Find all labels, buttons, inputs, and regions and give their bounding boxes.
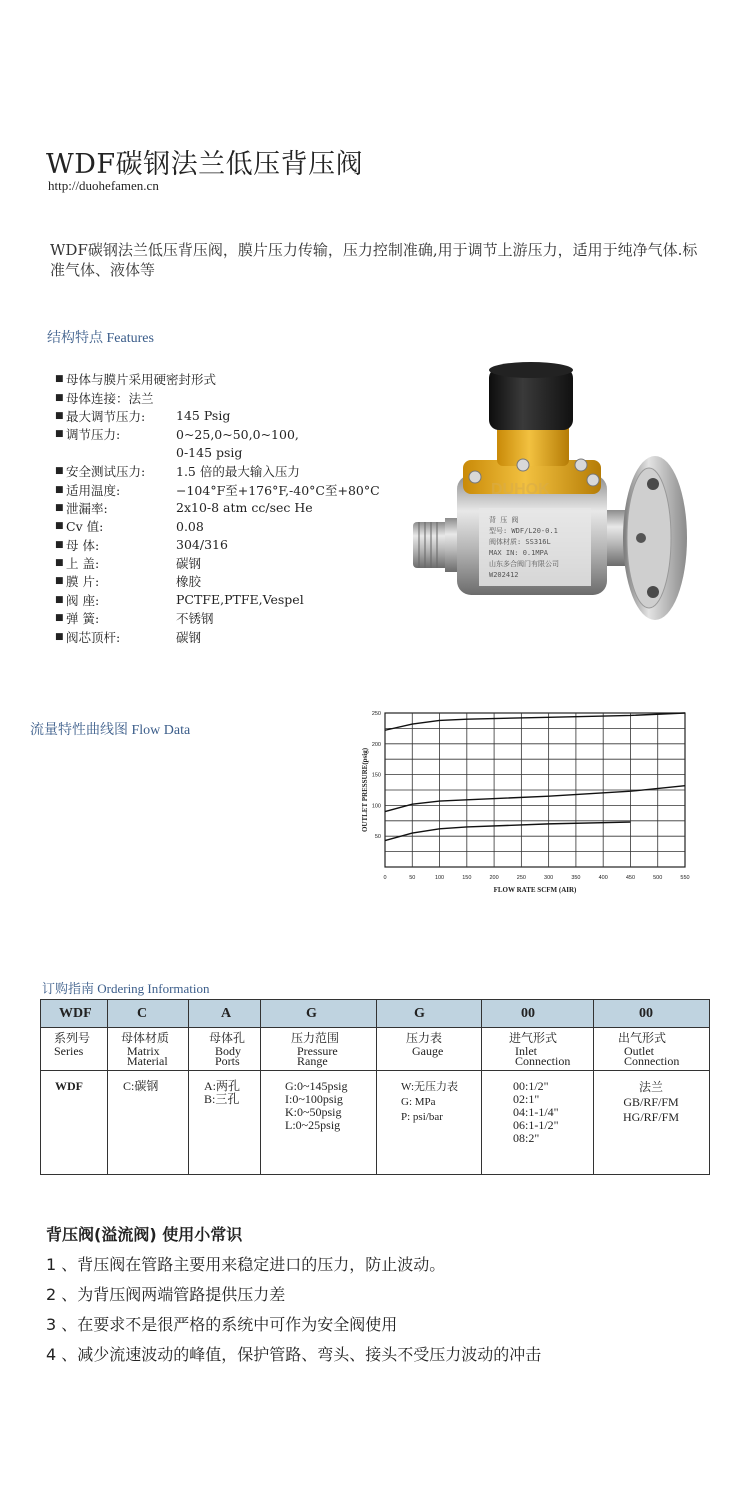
option-value: L:0~25psig	[285, 1118, 341, 1132]
column-label-zh: 压力范围	[291, 1031, 340, 1045]
column-label-en: Series	[54, 1044, 84, 1058]
bullet-icon: ■	[55, 613, 64, 624]
flow-heading: 流量特性曲线图 Flow Data	[30, 723, 191, 738]
x-tick-label: 250	[516, 875, 526, 881]
feature-label: 膜 片:	[66, 574, 100, 590]
feature-value: 碳钢	[176, 629, 202, 645]
flow-curve-2	[385, 786, 685, 812]
feature-label: 母 体:	[66, 537, 100, 553]
feature-item	[55, 425, 395, 443]
y-tick-label: 200	[371, 741, 381, 748]
option-value: A:两孔	[204, 1079, 241, 1093]
feature-item	[55, 370, 395, 388]
usage-tips	[46, 1225, 541, 1375]
feature-item	[55, 591, 395, 609]
option-value: 02:1"	[513, 1092, 540, 1106]
column-label	[54, 1032, 90, 1056]
column-label	[618, 1032, 679, 1066]
option-value: WDF	[55, 1079, 83, 1093]
feature-item	[55, 480, 395, 498]
feature-label: 母体与膜片采用硬密封形式	[66, 372, 217, 388]
feature-label: 调节压力:	[66, 427, 121, 443]
feature-item	[55, 499, 395, 517]
feature-item	[55, 536, 395, 554]
column-values	[513, 1080, 559, 1145]
features-heading: 结构特点 Features	[47, 331, 154, 346]
feature-label: 阀芯顶杆:	[66, 629, 121, 645]
x-tick-label: 550	[680, 875, 690, 881]
bullet-icon: ■	[55, 392, 64, 403]
column-label-zh: 压力表	[406, 1031, 443, 1045]
tip-item-3: 3 、在要求不是很严格的系统中可作为安全阀使用	[46, 1315, 398, 1334]
column-label-zh: 系列号	[54, 1031, 91, 1045]
bullet-icon: ■	[55, 594, 64, 605]
option-value: GB/RF/FM	[623, 1095, 679, 1109]
flow-curve-1	[385, 713, 685, 730]
feature-item	[55, 388, 395, 406]
y-tick-label: 150	[371, 772, 381, 779]
option-value: B:三孔	[204, 1092, 240, 1106]
page-title: WDF碳钢法兰低压背压阀	[46, 149, 364, 180]
bullet-icon: ■	[55, 429, 64, 440]
column-label	[406, 1032, 443, 1056]
column-values	[55, 1080, 83, 1093]
column-label-en: Gauge	[412, 1044, 444, 1058]
nameplate-line: 背 压 阀	[489, 516, 519, 524]
column-label	[209, 1032, 245, 1066]
bullet-icon: ■	[55, 502, 64, 513]
site-url[interactable]: http://duohefamen.cn	[48, 178, 159, 193]
column-code: 00	[639, 1006, 653, 1021]
ordering-heading: 订购指南 Ordering Information	[42, 981, 210, 996]
feature-value: 0-145 psig	[176, 445, 243, 461]
column-code: A	[221, 1006, 232, 1021]
feature-value: 304/316	[176, 537, 228, 553]
option-value: G:0~145psig	[285, 1079, 348, 1093]
bullet-icon: ■	[55, 484, 64, 495]
feature-item	[55, 517, 395, 535]
x-axis-label: FLOW RATE SCFM (AIR)	[493, 886, 577, 894]
flow-chart	[355, 705, 695, 900]
column-label	[509, 1032, 570, 1066]
x-tick-label: 350	[571, 875, 581, 881]
option-value: 06:1-1/2"	[513, 1118, 559, 1132]
feature-item	[55, 407, 395, 425]
bullet-icon: ■	[55, 410, 64, 421]
x-tick-label: 500	[653, 875, 663, 881]
x-tick-label: 0	[383, 875, 387, 881]
option-value: I:0~100psig	[285, 1092, 343, 1106]
bullet-icon: ■	[55, 521, 64, 532]
feature-value: 0~25,0~50,0~100,	[176, 426, 299, 442]
column-values	[204, 1080, 240, 1106]
feature-label: 阀 座:	[66, 592, 100, 608]
column-label	[121, 1032, 169, 1066]
column-code: G	[414, 1006, 425, 1021]
feature-value: 145 Psig	[176, 408, 231, 424]
feature-value: 1.5 倍的最大输入压力	[176, 464, 300, 480]
feature-value: 橡胶	[176, 574, 202, 590]
tip-item-2: 2 、为背压阀两端管路提供压力差	[46, 1285, 286, 1304]
column-label-zh: 母体孔	[209, 1031, 246, 1045]
product-intro: WDF碳钢法兰低压背压阀，膜片压力传输，压力控制准确,用于调节上游压力，适用于纯净气体.标准气体、液体等	[50, 241, 698, 279]
option-value: W:无压力表	[401, 1081, 459, 1093]
nameplate-line: MAX IN: 0.1MPA	[489, 549, 549, 557]
column-label-en: Body Ports	[215, 1044, 242, 1068]
feature-label: 弹 簧:	[66, 611, 100, 627]
option-value: 00:1/2"	[513, 1079, 549, 1093]
column-label-zh: 进气形式	[509, 1031, 558, 1045]
feature-item	[55, 554, 395, 572]
bullet-icon: ■	[55, 539, 64, 550]
feature-item	[55, 627, 395, 645]
flow-curve-3	[385, 822, 630, 840]
bullet-icon: ■	[55, 374, 64, 385]
feature-value: 0.08	[176, 518, 204, 534]
feature-value: 碳钢	[176, 556, 202, 572]
x-tick-label: 400	[598, 875, 608, 881]
column-code: C	[137, 1006, 148, 1021]
svg-text:DUHOK: DUHOK	[491, 481, 550, 498]
nameplate-line: 阀体材质: SS316L	[489, 538, 551, 546]
bullet-icon: ■	[55, 576, 64, 587]
x-tick-label: 100	[434, 875, 445, 881]
column-label-zh: 出气形式	[618, 1031, 667, 1045]
y-axis-label: OUTLET PRESSURE(psig)	[361, 747, 369, 833]
option-value: 08:2"	[513, 1131, 540, 1145]
y-tick-label: 250	[371, 711, 381, 717]
x-tick-label: 50	[409, 875, 416, 881]
x-tick-label: 200	[489, 875, 499, 881]
ordering-table	[40, 999, 710, 1175]
column-label-en: Matrix Material	[127, 1044, 168, 1068]
feature-label: Cv 值:	[66, 519, 104, 535]
y-tick-label: 100	[371, 803, 381, 810]
bullet-icon: ■	[55, 558, 64, 569]
column-values	[123, 1080, 158, 1093]
valve-product-image	[405, 360, 705, 625]
option-value: G: MPa	[401, 1096, 436, 1108]
column-code: G	[306, 1006, 317, 1021]
feature-value: −104°F至+176°F,-40°C至+80°C	[176, 482, 380, 498]
bullet-icon: ■	[55, 631, 64, 642]
feature-item	[55, 444, 395, 462]
feature-item	[55, 462, 395, 480]
bullet-icon: ■	[55, 466, 64, 477]
column-label-en: Pressure Range	[297, 1044, 338, 1068]
feature-value: 不锈钢	[176, 611, 214, 627]
x-tick-label: 450	[625, 875, 636, 881]
feature-label: 安全测试压力:	[66, 464, 146, 480]
option-value: 04:1-1/4"	[513, 1105, 559, 1119]
feature-label: 母体连接：法兰	[66, 390, 154, 406]
option-value: P: psi/bar	[401, 1111, 443, 1123]
option-value: HG/RF/FM	[622, 1110, 680, 1124]
option-value: K:0~50psig	[285, 1105, 342, 1119]
tip-item-4: 4 、减少流速波动的峰值，保护管路、弯头、接头不受压力波动的冲击	[46, 1345, 542, 1364]
option-value: C:碳钢	[123, 1079, 159, 1093]
nameplate-line: 型号: WDF/L20-0.1	[489, 527, 558, 535]
column-values	[285, 1080, 348, 1132]
x-tick-label: 300	[544, 875, 554, 881]
feature-item	[55, 572, 395, 590]
feature-label: 泄漏率:	[66, 500, 108, 516]
option-value: 法兰	[638, 1080, 663, 1094]
column-values	[401, 1080, 458, 1125]
feature-value: 2x10-8 atm cc/sec He	[176, 500, 313, 516]
column-label	[291, 1032, 339, 1066]
column-code: 00	[521, 1006, 535, 1021]
column-label-en: Outlet Connection	[624, 1044, 680, 1068]
y-tick-label: 50	[374, 834, 381, 841]
feature-label: 最大调节压力:	[66, 408, 146, 424]
column-code: WDF	[59, 1006, 92, 1021]
feature-label: 上 盖:	[66, 556, 100, 572]
x-tick-label: 150	[462, 875, 472, 881]
column-label-en: Inlet Connection	[515, 1044, 571, 1068]
feature-value: PCTFE,PTFE,Vespel	[176, 592, 304, 608]
column-label-zh: 母体材质	[121, 1031, 170, 1045]
column-values	[596, 1080, 706, 1125]
nameplate-line: W202412	[489, 571, 519, 579]
features-list	[55, 370, 395, 646]
tip-item-1: 1 、背压阀在管路主要用来稳定进口的压力，防止波动。	[46, 1255, 446, 1274]
tips-heading: 背压阀(溢流阀) 使用小常识	[46, 1225, 243, 1244]
feature-item	[55, 609, 395, 627]
nameplate-line: 山东多合阀门有限公司	[489, 560, 559, 568]
feature-label: 适用温度:	[66, 482, 121, 498]
